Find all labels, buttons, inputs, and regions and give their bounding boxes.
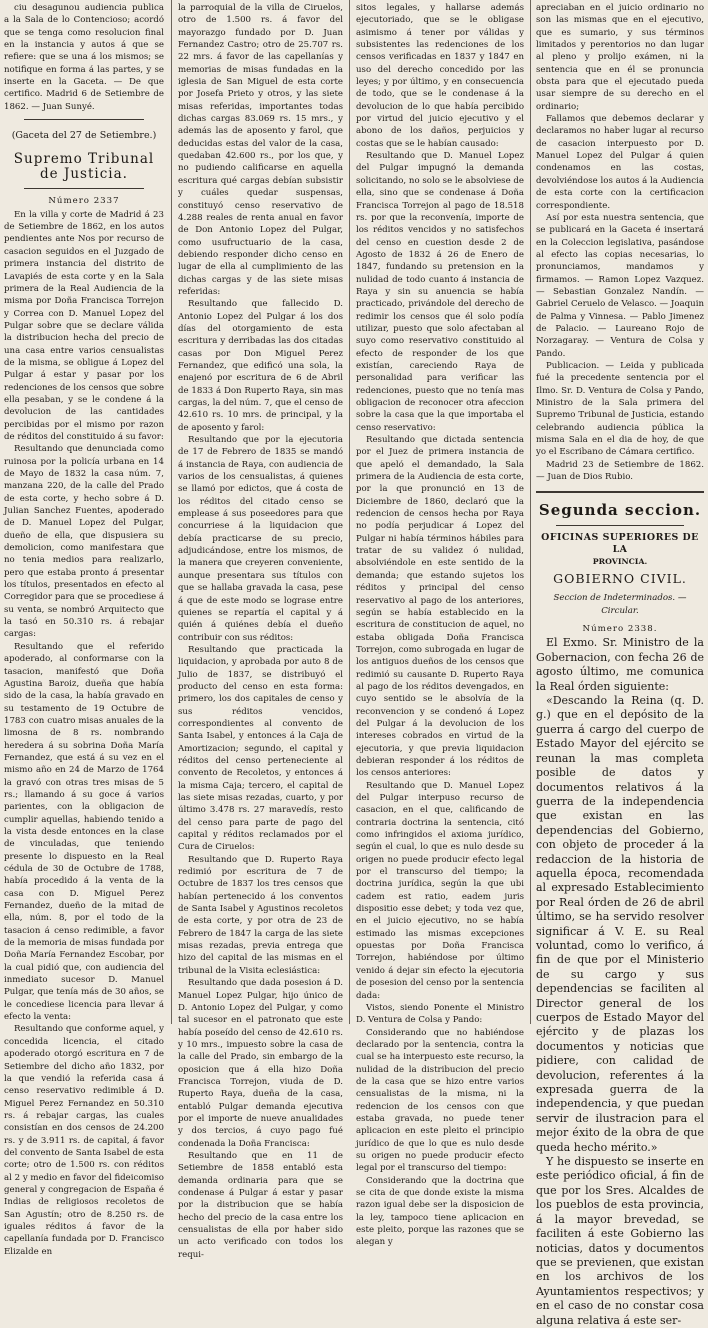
paragraph: Resultando que dada posesion á D. Manuel Lopez Pulgar, hijo único de D. Antonio Lopez del Pulgar, y como tal sucesor en el patronato que este había poseído del censo de 42.610 rs. y 10 mrs., impuesto sobre la casa de la calle del Prado, sin embargo de la oposicion que á ella hizo Doña Francisca Torrejon, viuda de D. Ruperto Raya, dueña de la casa, entabló Pulgar demanda ejecutiva por el importe de nueve anualidades y dos tercios, á cuyo pago fué condenada la Doña Francisca:: [178, 978, 343, 1149]
paragraph: Vistos, siendo Ponente el Ministro D. Ventura de Colsa y Pando:: [356, 1002, 524, 1026]
tribunal-title: Supremo Tribunal de Justicia.: [13, 151, 155, 183]
paragraph: Resultando que practicada la liquidacion, y aprobada por auto 8 de Julio de 1837, se distribuyó el producto del censo en esta forma: primero, los dos capitales de censo y sus réditos vencidos, correspondientes al convento de Santa Isabel, y entonces á la Caja de Amortizacion; segundo, el capital y réditos del censo perteneciente al convento de Recoletos, y entonces á la misma Caja; tercero, el capital de las siete misas rezadas, cuarto, y por último 3.478 rs. 27 maravedís, resto del censo para parte de pago del capital y réditos reclamados por el Cura de Ciruelos:: [178, 644, 343, 853]
divider: [24, 119, 144, 120]
paragraph: Resultando que denunciada como ruinosa por la policía urbana en 14 de Mayo de 1832 la casa núm. 7, manzana 220, de la calle del Prado de esta corte, y hecho sobre á D. Julian Sanchez Fuentes, apoderado de D. Manuel Lopez del Pulgar, dueño de ella, que dispusiera su demolicion, como manifestara que no tenia medios para realizarlo, pero que estaba pronto á presentar los títulos, presentados en efecto al Corregidor para que se procediese á su venta, se nombró Arquitecto que la tasó en 50.310 rs. á rebajar cargas:: [4, 444, 164, 640]
signature-line: Madrid 23 de Setiembre de 1862. — Juan de Dios Rubio.: [536, 459, 704, 483]
column-2: [178, 2, 343, 1260]
paragraph: El Exmo. Sr. Ministro de la Gobernacion, con fecha 26 de agosto último, me comunica la Real órden siguiente:: [536, 636, 704, 693]
section-divider: [536, 491, 704, 493]
paragraph: sitos legales, y hallarse además ejecutoriado, que se le obligase asimismo á tener por válidas y subsistentes las redenciones de los censos verificadas en 1837 y 1847 en uso del derecho concedido por las leyes; y por último, y en consecuencia de todo, que se le condenase á la devolucion de lo que había percibido por virtud del juicio ejecutivo y el abono de los daños, perjuicios y costas que se le habían causado:: [356, 3, 524, 149]
paragraph: Considerando que la doctrina que se cita de que donde existe la misma razon igual debe ser la disposicion de la ley, tampoco tiene aplicacion en este pleito, porque las razones que se alegan y: [356, 1175, 524, 1248]
paragraph: Resultando que el referido apoderado, al conformarse con la tasacion, manifestó que Doña Agustina Baroiz, dueña que había sido de la casa, la había gravado en su testamento de 19 Octubre de 1783 con cuatro misas anuales de la limosna de 8 rs. nombrando heredera á su sobrina Doña María Fernandez, que está á su vez en el mismo año en 24 de Marzo de 1764 la gravó con otras tres misas de 5 rs.; llamando á su goce á varios parientes, con la obligacion de cumplir aquellas, habiendo tenido a la vista desde entonces en la clase de vinculadas, que teniendo presente lo dispuesto en la Real cédula de 30 de Octubre de 1788, había procedido á la venta de la casa con D. Miguel Perez Fernandez, dueño de la mitad de ella, núm. 8, por el todo de la tasacion á censo redimible, a favor de la memoria de misas fundada por Doña María Fernandez Escobar, por la cual pidió que, con audiencia del inmediato sucesor D. Manuel Pulgar, que tenía más de 30 años, se le concediese licencia para llevar á efecto la venta:: [4, 641, 164, 1023]
paragraph: «Descando la Reina (q. D. g.) que en el depósito de la guerra á cargo del cuerpo de Estado Mayor del ejército se reunan la mas completa posible de datos y documentos relativos á la guerra de la independencia que existan en las dependencias del Gobierno, con objeto de proceder á la redaccion de la historia de aquella época, recomendada al expresado Establecimiento por Real órden de 26 de abril último, se ha servido resolver significar á V. E. su Real voluntad, como lo verifico, á fin de que por el Ministerio de su cargo y sus dependencias se faciliten al Director general de los cuerpos de Estado Mayor del ejército y de plazas los documentos y noticias que pidiere, con calidad de devolucion, referentes á la expresada guerra de la independencia, y que puedan servir de ilustracion para el mejor éxito de la obra de que queda hecho mérito.»: [536, 694, 704, 1154]
divider: [24, 188, 144, 189]
gobierno-title: GOBIERNO CIVIL.: [553, 571, 687, 587]
paragraph: Resultando que conforme aquel, y concedida licencia, el citado apoderado otorgó escritura en 7 de Setiembre del dicho año 1832, por la que vendió la referida casa á censo reservativo redimible á D. Miguel Perez Fernandez en 50.310 rs. á rebajar cargas, las cuales consistían en dos censos de 24.200 rs. y de 3.911 rs. de capital, á favor del convento de Santa Isabel de esta corte; otro de 1.500 rs. con réditos al 2 y medio en favor del fideicomiso general y congregacion de España é Indias de religiosos recoletos de San Agustín; otro de 8.250 rs. de iguales réditos á favor de la capellanía fundada por D. Francisco Elizalde en: [4, 1024, 164, 1257]
paragraph: En la villa y corte de Madrid á 23 de Setiembre de 1862, en los autos pendientes ante Nos por recurso de casacion seguidos en el Juzgado de primera instancia del distrito de Lavapiés de esta corte y en la Sala primera de la Real Audiencia de la misma por Doña Francisca Torrejon y Correa con D. Manuel Lopez del Pulgar sobre que se declare válida la distribucion hecha del precio de una casa entre varios censualistas de la misma, se obligue á Lopez del Pulgar á estar y pasar por los redenciones de los censos que sobre ella pesaban, y se le condene á la devolucion de las cantidades percibidas por el mismo por razon de réditos del constituido á su favor:: [4, 209, 164, 442]
paragraph: Y he dispuesto se inserte en este periódico oficial, á fin de que por los Sres. Alcaldes de los pueblos de esta provincia, á la mayor brevedad, se faciliten á este Gobierno las noticias, datos y documentos que se previenen, que existan en los archivos de los Ayuntamientos respectivos; y en el caso de no constar cosa alguna relativa á este ser-: [536, 1155, 704, 1327]
column-rule: [349, 0, 350, 1024]
column-rule: [171, 0, 172, 1024]
divider: [556, 525, 684, 526]
paragraph: Fallamos que debemos declarar y declaramos no haber lugar al recurso de casacion interpuesto por D. Manuel Lopez del Pulgar á quien condenamos en las costas, devolviéndose los autos á la Audiencia de esta corte con la certificacion correspondiente.: [536, 114, 704, 211]
paragraph: Resultando que por la ejecutoria de 17 de Febrero de 1835 se mandó á instancia de Raya, con audiencia de varios de los censualistas, á quienes se llamó por edictos, que á costa de los réditos del citado censo se emplease á sus poseedores para que concurriese á la liquidacion que debía practicarse de su precio, adjudicándose, entre los mismos, de la manera que creyeren conveniente, aunque presentara sus títulos con que se hallaba gravada la casa, pese á que de este modo se lograse entre quienes se repartía el capital y á quién á quiénes debía el dueño contribuir con sus réditos:: [178, 435, 343, 643]
column-3: [356, 2, 524, 1248]
paragraph: Resultando que D. Ruperto Raya redimió por escritura de 7 de Octubre de 1837 los tres censos que habían pertenecido á los conventos de Santa Isabel y Agustinos recoletos de esta corte, y por otra de 23 de Febrero de 1847 la carga de las siete misas rezadas, previa entrega que hizo del capital de las mismas en el tribunal de la Visita eclesiástica:: [178, 854, 343, 976]
oficinas-title: OFICINAS SUPERIORES DE LA: [541, 532, 699, 556]
numero-label: Número 2337: [48, 196, 120, 207]
column-rule: [530, 0, 531, 1024]
column-1: [4, 2, 164, 1257]
top-text: ciu desagunou audiencia publica a la Sala de lo Contencioso; acordó que se tenga como resolucion final en la instancia y autos á que se refiere: que se una á los mismos; se notifique en forma á las partes, y se inserte en la Gaceta. — De que certifico. Madrid 6 de Setiembre de 1862. — Juan Sunyé.: [4, 3, 164, 112]
paragraph: apreciaban en el juicio ordinario no son las mismas que en el ejecutivo, que es sumario, y sus términos limitados y perentorios no dan lugar al pleno y prolijo exámen, ni la sentencia que en él se pronuncia obsta para que el ejecutado pueda usar siempre de su derecho en el ordinario;: [536, 3, 704, 112]
paragraph: Así por esta nuestra sentencia, que se publicará en la Gaceta é insertará en la Coleccion legislativa, pasándose al efecto las copias necesarias, lo pronunciamos, mandamos y firmamos. — Ramon Lopez Vazquez. — Sebastian Gonzalez Nandín. — Gabriel Ceruelo de Velasco. — Joaquin de Palma y Vinnesa. — Pablo Jimenez de Palacio. — Laureano Rojo de Norzagaray. — Ventura de Colsa y Pando.: [536, 212, 704, 359]
gaceta-header: (Gaceta del 27 de Setiembre.): [11, 130, 157, 142]
paragraph: Resultando que en 11 de Setiembre de 1858 entabló esta demanda ordinaria para que se condenase á Pulgar á estar y pasar por la distribucion que se había hecho del precio de la casa entre los censualistas de ella por haber sido un acto verificado con todos los requi-: [178, 1150, 343, 1260]
paragraph: Resultando que D. Manuel Lopez del Pulgar impugnó la demanda solicitando, no solo se le absolviese de ella, sino que se condenase á Doña Francisca Torrejon al pago de 18.518 rs. por que la reconvenía, importe de los réditos vencidos y no satisfechos del censo en cuestion desde 2 de Agosto de 1832 á 26 de Enero de 1847, fundando su pretension en la nulidad de todo cuanto á instancia de Raya y sin su anuencia se había practicado, privándole del derecho de redimir los censos que él solo podía utilizar, puesto que solo afectaban al suyo como reservativo constituido al efecto de responder de los que existían, careciendo Raya de personalidad para verificar las redenciones, puesto que no tenía mas obligacion de reconocer otra afeccion sobre la casa que la que importaba el censo reservativo:: [356, 151, 524, 433]
paragraph: la parroquial de la villa de Ciruelos, otro de 1.500 rs. á favor del mayorazgo fundado por D. Juan Fernandez Castro; otro de 25.707 rs. 22 mrs. á favor de las capellanías y memorias de misas fundadas en la iglesia de San Miguel de esta corte por Josefa Prieto y otros, y las siete misas referidas, importantes todas dichas cargas 83.069 rs. 15 mrs., y además las de aposento y farol, que deducidas estas del valor de la casa, quedaban 42.600 rs., por los que, y no pudiendo calificarse en aquella escritura qué cargas debían subsistir y cuáles quedar suspensas, constituyó censo reservativo de 4.288 reales de renta anual en favor de Don Antonio Lopez del Pulgar, como usufructuario de la casa, debiendo responder dicho censo en lugar de ella al cumplimiento de las dichas cargas y de las siete misas referidas:: [178, 3, 343, 297]
seccion-title: Segunda seccion.: [538, 501, 702, 520]
paragraph: Considerando que no habiéndose declarado por la sentencia, contra la cual se ha interpuesto este recurso, la nulidad de la distribucion del precio de la casa que se hizo entre varios censualistas de la misma, ni la redencion de los censos con que estaba gravada, no puede tener aplicacion en este pleito el principio jurídico de que lo que es nulo desde su origen no puede producir efecto legal por el transcurso del tiempo:: [356, 1027, 524, 1174]
column-4: [536, 2, 704, 1327]
paragraph: Publicacion. — Leida y publicada fué la precedente sentencia por el Ilmo. Sr. D. Ventura de Colsa y Pando, Ministro de la Sala primera del Supremo Tribunal de Justicia, estando celebrando audiencia pública la misma Sala en el dia de hoy, de que yo el Escribano de Cámara certifico.: [536, 360, 704, 458]
provincia-label: PROVINCIA.: [592, 557, 648, 567]
numero-label: Número 2338.: [582, 624, 658, 635]
paragraph: Resultando que fallecido D. Antonio Lopez del Pulgar á los dos días del otorgamiento de esta escritura y derribadas las dos citadas casas por Don Miguel Perez Fernandez, que edificó una sola, la enajenó por escritura de 6 de Abril de 1833 á Don Ruperto Raya, sin mas cargas, la del núm. 7, que el censo de 42.610 rs. 10 mrs. de principal, y la de aposento y farol:: [178, 299, 343, 433]
paragraph: Resultando que dictada sentencia por el Juez de primera instancia de que apeló el demandado, la Sala primera de la Audiencia de esta corte, por la que pronunció en 13 de Diciembre de 1860, declaró que la redencion de censos hecha por Raya no podía perjudicar á Lopez del Pulgar ni había términos hábiles para tratar de su validez ó nulidad, absolviéndole en este sentido de la demanda; que estando sujetos los réditos y principal del censo reservativo al pago de los anteriores, según se había establecido en la escritura de constitucion de aquel, no estaba obligada Doña Francisca Torrejon, como subrogada en lugar de los antiguos dueños de los censos que redimió su causante D. Ruperto Raya al pago de los réditos devengados, en cuyo sentido se le absolvía de la reconvencion y se condenó á Lopez del Pulgar á la devolucion de los intereses cobrados en virtud de la ejecutoria, y que previa liquidacion debieran responder á los réditos de los censos anteriores:: [356, 435, 524, 779]
subtitulo: Seccion de Indeterminados. — Circular.: [553, 593, 687, 616]
paragraph: Resultando que D. Manuel Lopez del Pulgar interpuso recurso de casacion, en el que, calificando de contraria doctrina la sentencia, citó como infringidos el axioma jurídico, según el cual, lo que es nulo desde su origen no puede producir efecto legal por el transcurso del tiempo; la doctrina jurídica, según la que ubi cadem est ratio, eadem juris dispositio esse debet; y toda vez que, en el juicio ejecutivo, no se había estimado las mismas excepciones opuestas por Doña Francisca Torrejon, habiéndose por último venido á dejar sin efecto la ejecutoria de posesion del censo por la sentencia dada:: [356, 780, 524, 1001]
